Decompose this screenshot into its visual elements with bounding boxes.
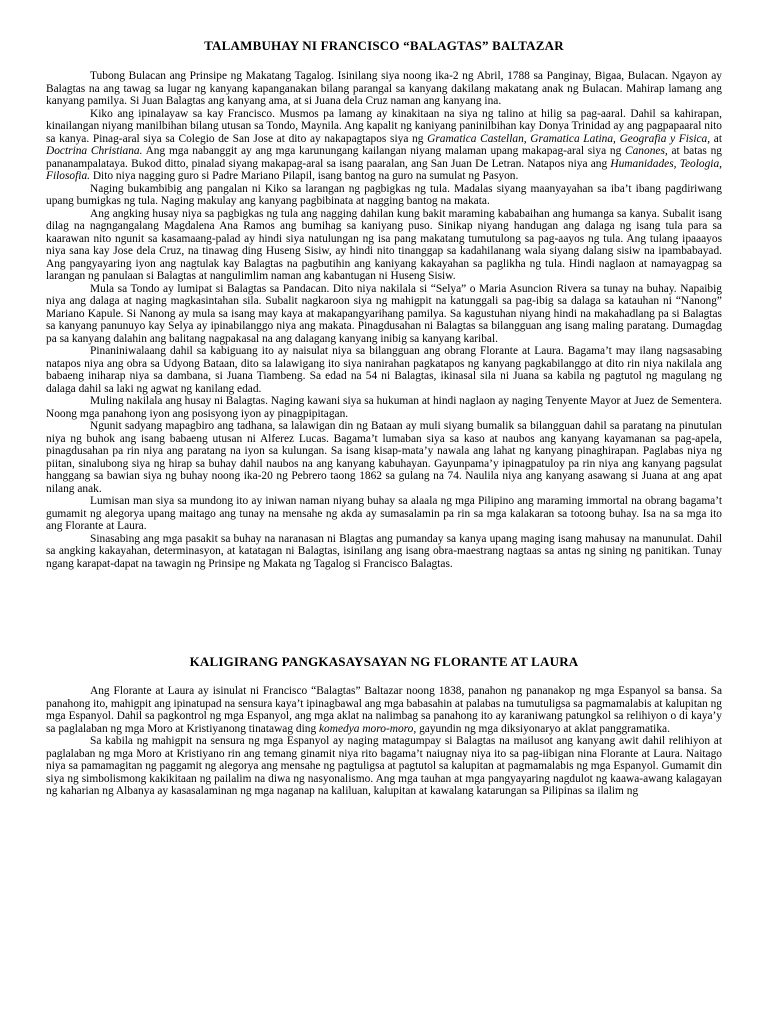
- history-body: [46, 685, 722, 798]
- paragraph: [46, 735, 722, 798]
- text-run: gayundin ng mga diksiyonaryo at aklat panggramatika.: [416, 722, 670, 735]
- paragraph: [46, 183, 722, 208]
- paragraph: [46, 685, 722, 735]
- text-run: Dito niya nagging guro si Padre Mariano Pilapil, isang bantog na guro na sumulat ng Pasyon.: [89, 170, 519, 182]
- paragraph: [46, 395, 722, 420]
- italic-text: Canones,: [625, 145, 668, 157]
- text-run: Ang mga nabanggit ay ang mga karunungang kailangan niyang malaman upang makapag-aral siya ng: [142, 145, 626, 157]
- paragraph: [46, 108, 722, 183]
- history-title: KALIGIRANG PANGKASAYSAYAN NG FLORANTE AT LAURA: [189, 654, 579, 669]
- text-run: Sa kabila ng mahigpit na sensura ng mga Espanyol ay naging matagumpay si Balagtas na mailusot ang kanyang awit dahil relihiyon at paglalaban ng mga Moro at Kristiyano rin ang temang ginamit niya rito bagama’t naiugnay niya ito sa pag-iibigan nina Florante at Laura. Naitago niya sa pamamagitan ng paggamit ng alegorya ang mensahe ng pagtuligsa at pagtutol sa kalupitan at pagmamalabis ng mga Espanyol. Gumamit din siya ng simbolismong kakikitaan ng pailalim na diwa ng nasyonalismo. Ang mga tauhan at mga pangyayaring nagdulot ng kaawa-awang kalagayan ng kaharian ng Albanya ay kasasalaminan ng mga naganap na kaliluan, kalupitan at kawalang katarungan sa Pilipinas sa ilalim ng: [46, 735, 722, 797]
- paragraph: [46, 533, 722, 571]
- italic-text: Humanidades, Teologia, Filosofia.: [46, 157, 722, 182]
- italic-text: Doctrina Christiana.: [46, 145, 143, 157]
- paragraph: [46, 495, 722, 533]
- text-run: Muling nakilala ang husay ni Balagtas. Naging kawani siya sa hukuman at hindi naglaon ay naging Tenyente Mayor at Juez de Sementera. Noong mga panahong iyon ang posisyong iyon ay pinagpipitagan.: [46, 395, 722, 420]
- text-run: at: [710, 132, 722, 145]
- paragraph: [46, 70, 722, 108]
- text-run: Lumisan man siya sa mundong ito ay iniwan naman niyang buhay sa alaala ng mga Pilipino ang maraming immortal na obrang bagama’t gumamit ng alegorya upang maitago ang tunay na mensahe ng akda ay sumasalamin pa rin sa mga kalakaran sa totoong buhay. Isa na sa mga ito ang Florante at Laura.: [46, 495, 722, 532]
- text-run: Pinaniniwalaang dahil sa kabiguang ito ay naisulat niya sa bilangguan ang obrang Florante at Laura. Bagama’t may ilang nagsasabing natapos niya ang obra sa Udyong Bataan, dito sa lalawigang ito siya nanirahan pagkatapos ng kanyang pagkabilanggo at dito rin niya nakilala ang babaeng iniharap niya sa dambana, si Juana Tiambeng. Sa edad na 54 ni Balagtas, ikinasal sila ni Juana sa kabila ng pagtutol ng magulang ng dalaga dahil sa laki ng agwat ng kanilang edad.: [46, 345, 722, 395]
- text-run: Mula sa Tondo ay lumipat si Balagtas sa Pandacan. Dito niya nakilala si “Selya” o Maria Asuncion Rivera sa tunay na buhay. Napaibig niya ang dalaga at naging magkasintahan sila. Subalit nagkaroon siya ng mahigpit na katunggali sa pag-ibig sa dalaga sa katauhan ni “Nanong” Mariano Kapule. Si Nanong ay mula sa isang may kaya at makapangyarihang pamilya. Sa kagustuhan niyang hindi na makahadlang pa si Balagtas sa kanyang panunuyo kay Selya ay ipinabilanggo niya ang makata. Pinagdusahan ni Balagtas sa bilangguan ang isang maling paratang. Dumagdag pa sa kanyang dalahin ang balitang nagpakasal na ang dalagang kanyang inibig sa kanyang karibal.: [46, 282, 722, 345]
- text-run: Tubong Bulacan ang Prinsipe ng Makatang Tagalog. Isinilang siya noong ika-2 ng Abril, 1788 sa Panginay, Bigaa, Bulacan. Ngayon ay Balagtas na ang tawag sa lugar ng kanyang kapanganakan bilang parangal sa kanyang dakilang makatang anak ng Bulacan. Mahirap lamang ang kanyang pamilya. Si Juan Balagtas ang kanyang ama, at si Juana dela Cruz naman ang kanyang ina.: [46, 70, 722, 107]
- paragraph: [46, 283, 722, 346]
- text-run: at batas ng pananampalataya. Bukod ditto, pinalad siyang makapag-aral sa isang paaralan, ang San Juan De Letran. Natapos niya ang: [46, 145, 722, 170]
- text-run: Kiko ang ipinalayaw sa kay Francisco. Musmos pa lamang ay kinakitaan na siya ng talino at hilig sa pag-aaral. Dahil sa kahirapan, kinailangan niyang manilbihan bilang utusan sa Tondo, Maynila. Ang kapalit ng kaniyang paninilbihan kay Donya Trinidad ay ang pagpapaaral nito sa kanya. Pinag-aral siya sa Colegio de San Jose at dito ay nakapagtapos siya ng: [46, 107, 722, 145]
- paragraph: [46, 345, 722, 395]
- italic-text: komedya moro-moro,: [319, 722, 417, 735]
- biography-body: [46, 70, 722, 570]
- text-run: Naging bukambibig ang pangalan ni Kiko sa larangan ng pagbigkas ng tula. Madalas siyang maanyayahan sa iba’t ibang pagdiriwang upang bumigkas ng tula. Naging makulay ang kanyang pagbibinata at nagging bantog na makata.: [46, 182, 722, 207]
- paragraph: [46, 420, 722, 495]
- italic-text: Gramatica Castellan, Gramatica Latina, Geografia y Fisica,: [427, 132, 711, 145]
- text-run: Ngunit sadyang mapagbiro ang tadhana, sa lalawigan din ng Bataan ay muli siyang bumalik sa bilangguan dahil sa paratang na pinutulan niya ng buhok ang isang babaeng utusan ni Alferez Lucas. Bagama’t lumaban siya sa kaso at naubos ang kanyang kayamanan sa pag-apela, pinagdusahan pa rin niya ang paratang na iyon sa kulungan. Sa isang kisap-mata’y nawala ang lahat ng kanyang pinaghirapan. Paglabas niya ng piitan, sinalubong siya ng hirap sa buhay dahil naubos na ang kanyang kabuhayan. Gayunpama’y ipinagpatuloy pa rin niya ang kanyang pagsulat hanggang sa bawian siya ng buhay noong ika-20 ng Pebrero taong 1862 sa gulang na 74. Naulila niya ang kanyang asawang si Juana at ang apat nilang anak.: [46, 420, 722, 495]
- text-run: Sinasabing ang mga pasakit sa buhay na naranasan ni Blagtas ang pumanday sa kanya upang maging isang mahusay na manunulat. Dahil sa angking kakayahan, determinasyon, at katatagan ni Balagtas, isinilang ang isang obra-maestrang nagtaas sa antas ng sining ng panitikan. Tunay ngang karapat-dapat na tawagin ng Prinsipe ng Makata ng Tagalog si Francisco Balagtas.: [46, 532, 722, 570]
- text-run: Ang angking husay niya sa pagbigkas ng tula ang nagging dahilan kung bakit maraming kababaihan ang humanga sa kanya. Subalit isang dilag na nagngangalang Magdalena Ana Ramos ang bumihag sa kaniyang puso. Sinikap niyang handugan ang dalaga ng isang tula para sa kaarawan nito ngunit sa kasamaang-palad ay hindi siya natulungan ng isa pang makatang tumutulong sa pag-aayos ng tula. Ang tulang ipaaayos niya sana kay Jose dela Cruz, na tinawag ding Huseng Sisiw, ay hindi nito tinanggap sa kadahilanang wala siyang dalang sisiw na ipambabayad. Ang pangyayaring iyon ang nagtulak kay Balagtas na pagbutihin ang kaniyang kakayahan sa paglikha ng tula. Hindi naglaon at namayagpag sa larangan ng panulaan si Balagtas at nangulimlim naman ang kabantugan ni Huseng Sisiw.: [46, 207, 722, 282]
- paragraph: [46, 208, 722, 283]
- text-run: Ang Florante at Laura ay isinulat ni Francisco “Balagtas” Baltazar noong 1838, panahon ng pananakop ng mga Espanyol sa bansa. Sa panahong ito, mahigpit ang ipinatupad na sensura kaya’t ipinagbawal ang mga babasahin at palabas na tumutuligsa sa pagmamalabis at kalupitan ng mga Espanyol. Dahil sa pagkontrol ng mga Espanyol, ang mga aklat na nalimbag sa panahong ito ay karaniwang patungkol sa relihiyon o di kaya’y sa paglalaban ng mga Moro at Kristiyanong tinatawag ding: [46, 685, 722, 735]
- biography-title: TALAMBUHAY NI FRANCISCO “BALAGTAS” BALTAZAR: [204, 38, 564, 53]
